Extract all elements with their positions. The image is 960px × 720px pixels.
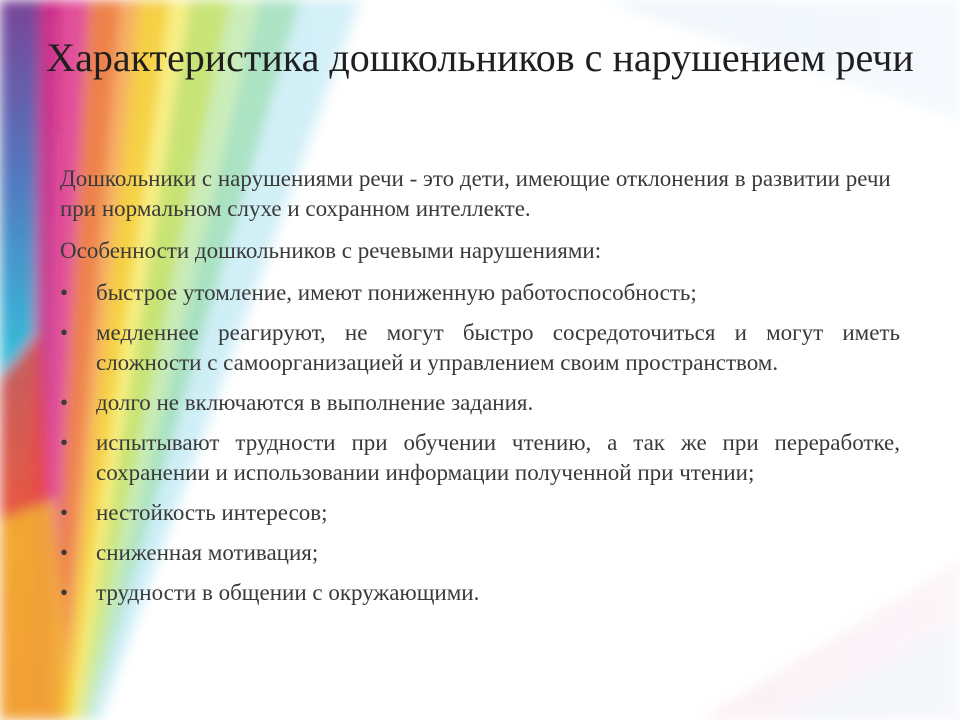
bullet-icon: • [60, 280, 69, 305]
bullet-icon: • [60, 540, 69, 565]
list-item-text: медленнее реагируют, не могут быстро сосредоточиться и могут иметь сложности с самоорганизацией и управлением своим пространством. [96, 320, 900, 375]
bullet-icon: • [60, 500, 69, 525]
bullet-icon: • [60, 580, 69, 605]
slide-body [60, 164, 900, 618]
list-item [60, 538, 900, 568]
features-list [60, 278, 900, 608]
bullet-icon: • [60, 430, 69, 455]
list-item-text: нестойкость интересов; [96, 500, 328, 525]
list-item-text: долго не включаются в выполнение задания. [96, 390, 534, 415]
list-item [60, 498, 900, 528]
list-item [60, 428, 900, 488]
list-item-text: быстрое утомление, имеют пониженную работоспособность; [96, 280, 697, 305]
list-item [60, 318, 900, 378]
bullet-icon: • [60, 320, 69, 345]
bullet-icon: • [60, 390, 69, 415]
list-item [60, 388, 900, 418]
list-item-text: сниженная мотивация; [96, 540, 319, 565]
slide-title: Характеристика дошкольников с нарушением речи [46, 35, 914, 80]
list-item-text: испытывают трудности при обучении чтению, а так же при переработке, сохранении и использовании информации полученной при чтении; [96, 430, 900, 485]
intro-paragraph: Дошкольники с нарушениями речи - это дети, имеющие отклонения в развитии речи при нормальном слухе и сохранном интеллекте. [60, 166, 891, 221]
list-item [60, 278, 900, 308]
features-heading: Особенности дошкольников с речевыми нарушениями: [60, 238, 602, 263]
list-item [60, 578, 900, 608]
list-item-text: трудности в общении с окружающими. [96, 580, 480, 605]
